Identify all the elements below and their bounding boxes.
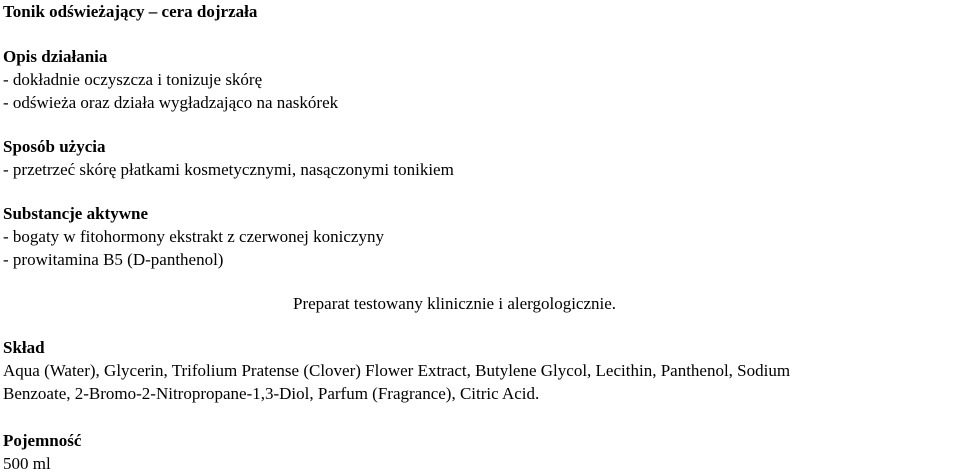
composition-line: Aqua (Water), Glycerin, Trifolium Pratense (Clover) Flower Extract, Butylene Glycol, Lecithin, Panthenol, Sodium [3,361,791,380]
action-item: - odświeża oraz działa wygładzająco na naskórek [3,93,339,112]
action-item: - dokładnie oczyszcza i tonizuje skórę [3,70,263,89]
clinical-note: Preparat testowany klinicznie i alergologicznie. [293,294,617,313]
usage-item: - przetrzeć skórę płatkami kosmetycznymi, nasączonymi tonikiem [3,160,454,179]
section-composition [3,336,958,405]
capacity-value: 500 ml [3,454,51,473]
heading-action: Opis działania [3,47,108,66]
active-item: - prowitamina B5 (D-panthenol) [3,250,224,269]
section-active [3,202,958,271]
product-document [3,0,958,475]
composition-line: Benzoate, 2-Bromo-2-Nitropropane-1,3-Diol, Parfum (Fragrance), Citric Acid. [3,384,540,403]
heading-capacity: Pojemność [3,431,82,450]
heading-active: Substancje aktywne [3,204,148,223]
heading-usage: Sposób użycia [3,137,106,156]
active-item: - bogaty w fitohormony ekstrakt z czerwonej koniczyny [3,227,384,246]
section-usage [3,135,958,181]
heading-composition: Skład [3,338,45,357]
product-title: Tonik odświeżający – cera dojrzała [3,2,258,21]
section-action [3,45,958,114]
section-capacity [3,429,958,475]
